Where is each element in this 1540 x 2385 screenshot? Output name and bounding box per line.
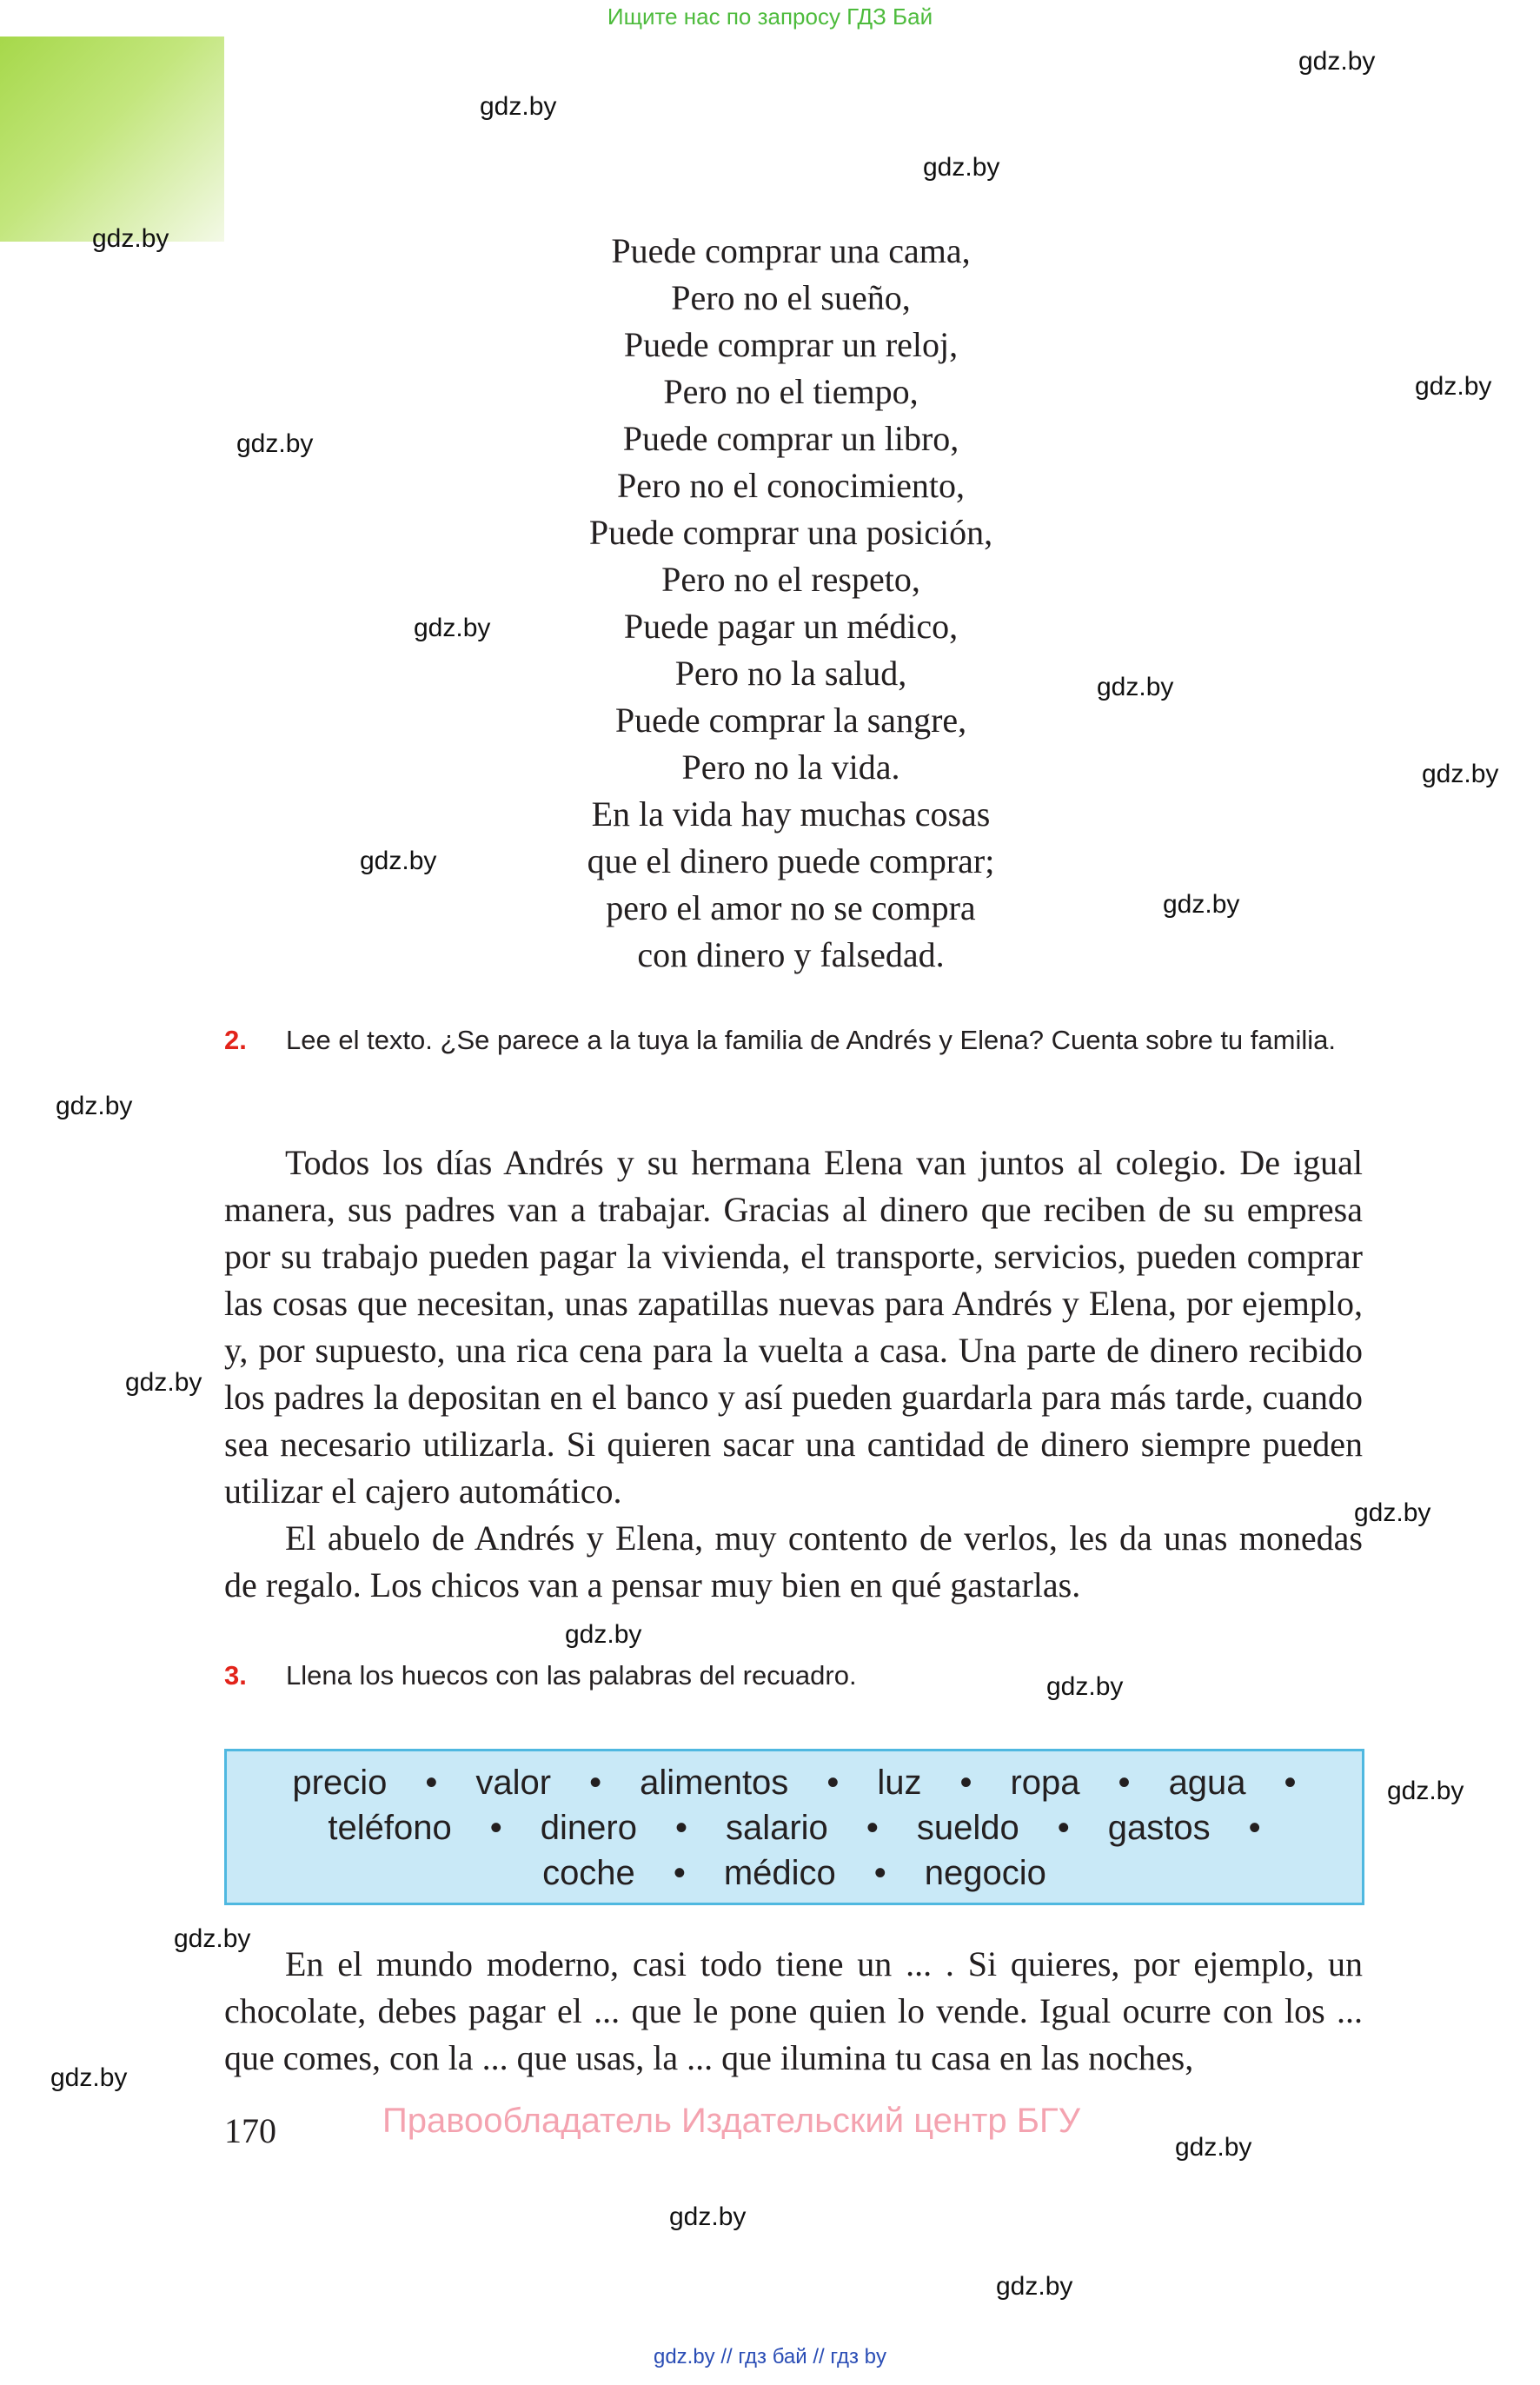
- word: negocio: [924, 1854, 1046, 1892]
- task-instruction: Llena los huecos con las palabras del recuadro.: [286, 1660, 857, 1691]
- word: salario: [725, 1809, 828, 1847]
- watermark: gdz.by: [236, 429, 314, 458]
- poem: [487, 228, 1095, 979]
- poem-line: Puede comprar un libro,: [622, 419, 959, 458]
- page-number: 170: [224, 2111, 276, 2150]
- word: luz: [877, 1764, 922, 1802]
- watermark: gdz.by: [669, 2202, 747, 2231]
- watermark: gdz.by: [1387, 1777, 1464, 1805]
- poem-line: Pero no el sueño,: [671, 278, 911, 317]
- task-number: 3.: [224, 1660, 247, 1691]
- watermark: gdz.by: [1354, 1498, 1431, 1527]
- poem-line: Puede comprar una posición,: [588, 513, 993, 552]
- watermark: gdz.by: [414, 614, 491, 642]
- watermark: gdz.by: [92, 224, 169, 253]
- poem-line: pero el amor no se compra: [606, 888, 976, 927]
- exercise-text: [224, 1941, 1363, 2082]
- word: dinero: [540, 1809, 637, 1847]
- separator-dot: •: [673, 1854, 686, 1892]
- word: gastos: [1107, 1809, 1211, 1847]
- separator-dot: •: [489, 1809, 502, 1847]
- copyright-notice: Правообладатель Издательский центр БГУ: [382, 2102, 1081, 2140]
- separator-dot: •: [1248, 1809, 1261, 1847]
- separator-dot: •: [1118, 1764, 1131, 1802]
- separator-dot: •: [1057, 1809, 1070, 1847]
- watermark: gdz.by: [565, 1620, 642, 1649]
- watermark: gdz.by: [923, 153, 1000, 182]
- task-3: [224, 1657, 1093, 1700]
- separator-dot: •: [425, 1764, 438, 1802]
- poem-line: que el dinero puede comprar;: [587, 841, 995, 880]
- top-banner: Ищите нас по запросу ГДЗ Бай: [607, 3, 933, 30]
- poem-line: Puede pagar un médico,: [623, 607, 959, 646]
- separator-dot: •: [826, 1764, 840, 1802]
- task-2: [224, 1021, 1363, 1099]
- reading-text: [224, 1139, 1363, 1609]
- watermark: gdz.by: [50, 2063, 128, 2092]
- word: ropa: [1010, 1764, 1080, 1802]
- separator-dot: •: [866, 1809, 879, 1847]
- word: coche: [542, 1854, 635, 1892]
- watermark: gdz.by: [480, 92, 557, 121]
- task-instruction: Lee el texto. ¿Se parece a la tuya la familia de Andrés y Elena? Cuenta sobre tu familia.: [286, 1025, 1336, 1055]
- watermark: gdz.by: [996, 2272, 1073, 2301]
- watermark: gdz.by: [1097, 673, 1174, 701]
- poem-line: con dinero y falsedad.: [637, 935, 945, 974]
- separator-dot: •: [1284, 1764, 1297, 1802]
- watermark: gdz.by: [1422, 760, 1499, 788]
- word: valor: [475, 1764, 552, 1802]
- corner-decoration: [0, 37, 224, 242]
- word-box: [224, 1749, 1364, 1905]
- word: alimentos: [640, 1764, 789, 1802]
- word-row: [227, 1805, 1362, 1850]
- word: agua: [1168, 1764, 1246, 1802]
- word: teléfono: [328, 1809, 452, 1847]
- poem-line: Pero no la vida.: [681, 747, 900, 787]
- word-row: [227, 1850, 1362, 1896]
- watermark: gdz.by: [360, 847, 437, 875]
- poem-line: Pero no la salud,: [674, 654, 907, 693]
- watermark: gdz.by: [1046, 1672, 1124, 1701]
- word: precio: [292, 1764, 388, 1802]
- poem-line: En la vida hay muchas cosas: [591, 794, 991, 834]
- poem-line: Puede comprar un reloj,: [623, 325, 959, 364]
- task-number: 2.: [224, 1025, 247, 1055]
- poem-line: Puede comprar la sangre,: [614, 701, 967, 740]
- poem-line: Pero no el tiempo,: [663, 372, 919, 411]
- footer-links: gdz.by // гдз бай // гдз by: [653, 2345, 887, 2368]
- poem-line: Pero no el respeto,: [661, 560, 920, 599]
- watermark: gdz.by: [174, 1924, 251, 1953]
- watermark: gdz.by: [125, 1368, 202, 1397]
- watermark: gdz.by: [1175, 2133, 1252, 2162]
- paragraph: En el mundo moderno, casi todo tiene un ... . Si quieres, por ejemplo, un chocolate, debes pagar el ... que le pone quien lo vende. Igual ocurre con los ... que comes, con la ... que usas, la ... que ilumina tu casa en las noches,: [224, 1944, 1363, 2077]
- separator-dot: •: [873, 1854, 886, 1892]
- watermark: gdz.by: [1298, 47, 1376, 76]
- poem-line: Pero no el conocimiento,: [617, 466, 965, 505]
- watermark: gdz.by: [1163, 890, 1240, 919]
- separator-dot: •: [674, 1809, 687, 1847]
- paragraph: Todos los días Andrés y su hermana Elena van juntos al colegio. De igual manera, sus padres van a trabajar. Gracias al dinero que reciben de su empresa por su trabajo pueden pagar la vivienda, el transporte, servicios, pueden comprar las cosas que necesitan, unas zapatillas nuevas para Andrés y Elena, por ejemplo, y, por supuesto, una rica cena para la vuelta a casa. Una parte de dinero recibido los padres la depositan en el banco y así pueden guardarla para más tarde, cuando sea necesario utilizarla. Si quieren sacar una cantidad de dinero siempre pueden utilizar el cajero automático.: [224, 1143, 1363, 1511]
- watermark: gdz.by: [1415, 372, 1492, 401]
- word-row: [227, 1760, 1362, 1805]
- paragraph: El abuelo de Andrés y Elena, muy contento de verlos, les da unas monedas de regalo. Los chicos van a pensar muy bien en qué gastarlas.: [224, 1518, 1363, 1604]
- word: sueldo: [916, 1809, 1019, 1847]
- word: médico: [723, 1854, 836, 1892]
- separator-dot: •: [589, 1764, 602, 1802]
- poem-line: Puede comprar una cama,: [611, 231, 971, 270]
- watermark: gdz.by: [56, 1092, 133, 1120]
- separator-dot: •: [959, 1764, 972, 1802]
